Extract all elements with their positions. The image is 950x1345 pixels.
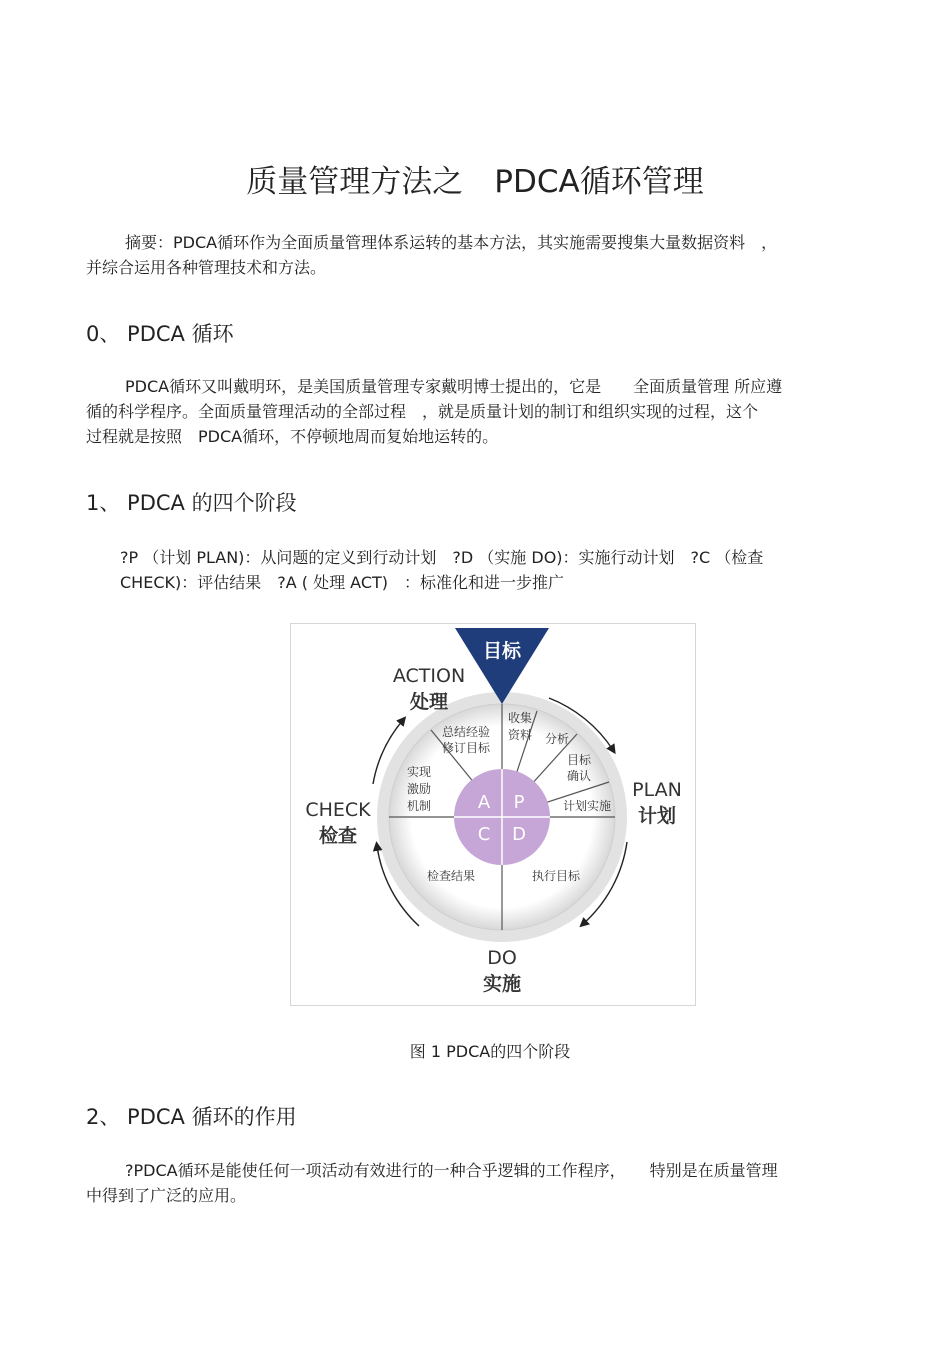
action-en-label: ACTION (392, 665, 466, 687)
seg-collect-1: 收集 (507, 711, 533, 725)
plan-en-label: PLAN (632, 779, 682, 801)
section-0-heading: 0、 PDCA 循环 (86, 322, 234, 346)
section-2-heading: 2、 PDCA 循环的作用 (86, 1105, 297, 1129)
seg-confirm-1: 目标 (566, 753, 592, 767)
check-en-label: CHECK (305, 799, 371, 821)
section-1-heading: 1、 PDCA 的四个阶段 (86, 491, 297, 515)
center-d-label: D (512, 824, 526, 845)
seg-confirm-2: 确认 (566, 769, 592, 783)
goal-label: 目标 (482, 640, 522, 662)
section-1-line-2: CHECK)：评估结果 ?A ( 处理 ACT) ：标准化和进一步推广 (120, 573, 565, 592)
do-en-label: DO (487, 947, 517, 969)
seg-motivate-3: 机制 (406, 799, 432, 813)
action-zh-label: 处理 (409, 691, 449, 713)
figure-caption: 图 1 PDCA的四个阶段 (409, 1042, 571, 1061)
section-1-line-1: ?P （计划 PLAN)：从问题的定义到行动计划 ?D （实施 DO)：实施行动计划 ?C （检查 (120, 548, 764, 567)
seg-summary-1: 总结经验 (441, 725, 491, 739)
section-2-line-2: 中得到了广泛的应用。 (86, 1186, 247, 1205)
abstract-line-2: 并综合运用各种管理技术和方法。 (86, 258, 327, 277)
center-a-label: A (477, 792, 491, 813)
check-zh-label: 检查 (318, 825, 358, 847)
abstract-line-1: 摘要：PDCA循环作为全面质量管理体系运转的基本方法，其实施需要搜集大量数据资料 ， (125, 233, 778, 252)
pdca-diagram (291, 624, 695, 1005)
section-2-line-1: ?PDCA循环是能使任何一项活动有效进行的一种合乎逻辑的工作程序， 特别是在质量管理 (125, 1161, 778, 1180)
seg-motivate-1: 实现 (406, 765, 432, 779)
plan-zh-label: 计划 (637, 805, 677, 827)
do-zh-label: 实施 (482, 973, 522, 995)
seg-plan-impl: 计划实施 (562, 799, 612, 813)
seg-execute: 执行目标 (531, 869, 581, 883)
seg-motivate-2: 激励 (406, 782, 432, 796)
center-p-label: P (513, 792, 525, 813)
center-c-label: C (477, 824, 491, 845)
pdca-figure (290, 623, 696, 1006)
section-0-line-1: PDCA循环又叫戴明环，是美国质量管理专家戴明博士提出的，它是 全面质量管理 所应遵 (125, 377, 783, 396)
page-title: 质量管理方法之 PDCA循环管理 (246, 164, 704, 200)
seg-summary-2: 修订目标 (441, 741, 491, 755)
seg-collect-2: 资料 (507, 728, 533, 742)
seg-check-result: 检查结果 (426, 869, 476, 883)
seg-analyze: 分析 (544, 732, 570, 746)
section-0-line-2: 循的科学程序。全面质量管理活动的全部过程 ，就是质量计划的制订和组织实现的过程，这个 (86, 402, 759, 421)
section-0-line-3: 过程就是按照 PDCA循环，不停顿地周而复始地运转的。 (86, 427, 499, 446)
